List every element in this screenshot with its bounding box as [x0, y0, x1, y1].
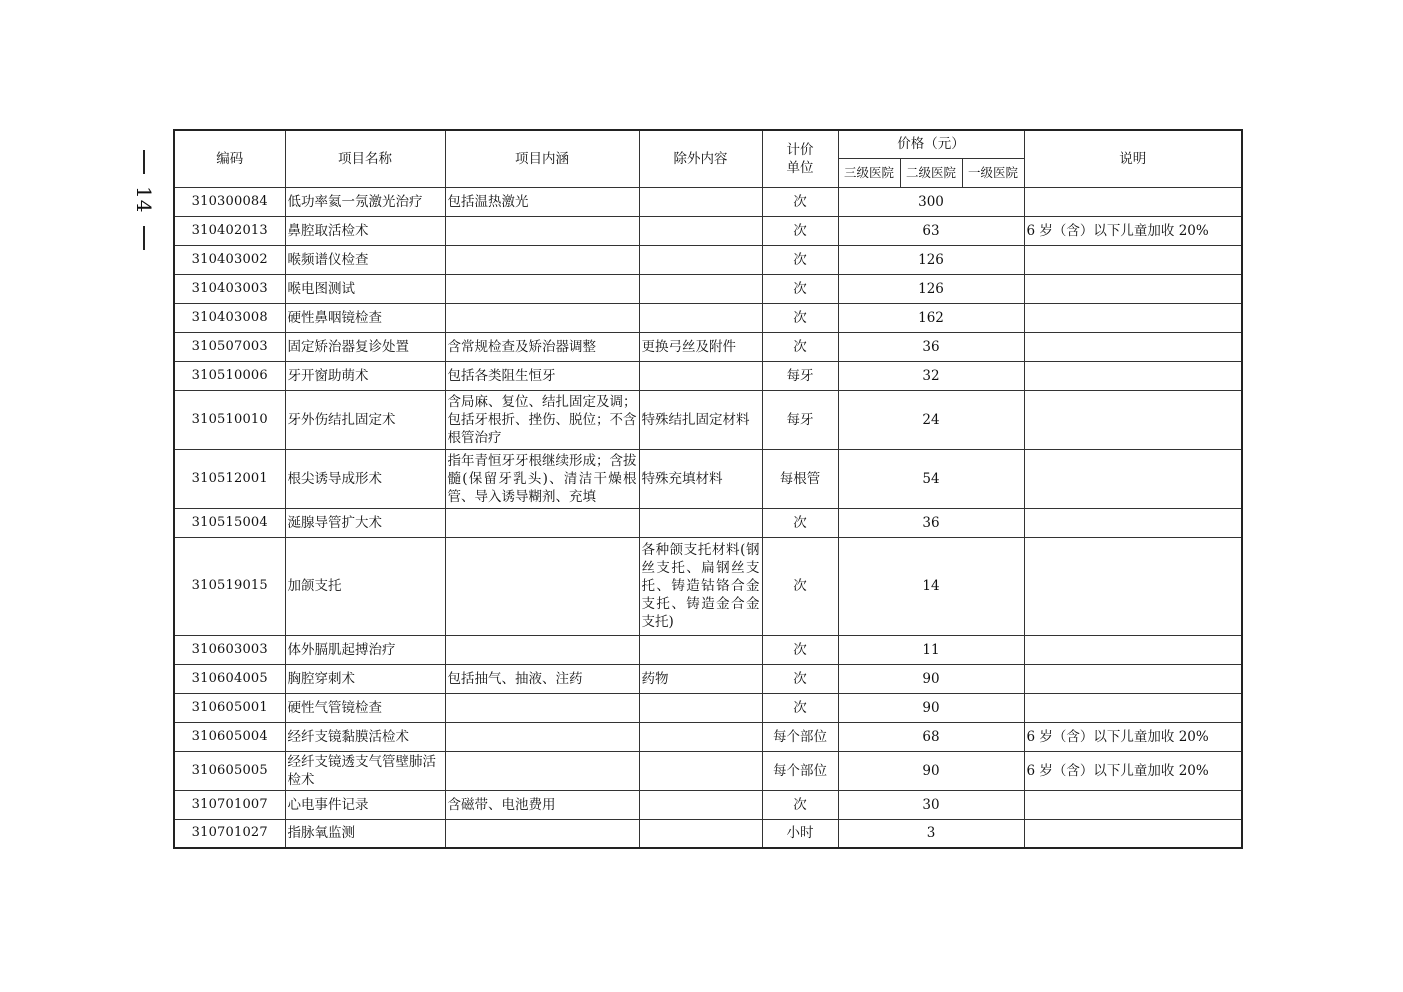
table-row — [174, 635, 1242, 664]
cell-content: 含磁带、电池费用 — [445, 790, 639, 819]
header-excluded: 除外内容 — [639, 130, 762, 187]
cell-price: 90 — [838, 693, 1024, 722]
cell-note — [1024, 274, 1242, 303]
header-note: 说明 — [1024, 130, 1242, 187]
cell-excluded — [639, 693, 762, 722]
header-name: 项目名称 — [285, 130, 445, 187]
cell-unit: 每牙 — [762, 390, 838, 449]
cell-note — [1024, 332, 1242, 361]
table-row — [174, 693, 1242, 722]
table-row — [174, 274, 1242, 303]
cell-content — [445, 635, 639, 664]
table-row — [174, 819, 1242, 848]
cell-content: 含局麻、复位、结扎固定及调；包括牙根折、挫伤、脱位；不含根管治疗 — [445, 390, 639, 449]
cell-excluded — [639, 303, 762, 332]
cell-code: 310402013 — [174, 216, 285, 245]
table-row — [174, 332, 1242, 361]
cell-price: 14 — [838, 537, 1024, 635]
cell-unit: 次 — [762, 508, 838, 537]
cell-name: 硬性鼻咽镜检查 — [285, 303, 445, 332]
cell-price: 36 — [838, 332, 1024, 361]
cell-excluded: 各种颌支托材料(钢丝支托、扁钢丝支托、铸造钴铬合金支托、铸造金合金支托) — [639, 537, 762, 635]
cell-note — [1024, 303, 1242, 332]
header-price-level-2: 二级医院 — [900, 158, 962, 187]
cell-name: 固定矫治器复诊处置 — [285, 332, 445, 361]
cell-excluded — [639, 245, 762, 274]
cell-code: 310515004 — [174, 508, 285, 537]
cell-note: 6 岁（含）以下儿童加收 20% — [1024, 722, 1242, 751]
table-row — [174, 216, 1242, 245]
cell-excluded — [639, 790, 762, 819]
cell-excluded — [639, 819, 762, 848]
cell-price: 24 — [838, 390, 1024, 449]
cell-code: 310510010 — [174, 390, 285, 449]
cell-content — [445, 508, 639, 537]
header-unit: 计价单位 — [762, 130, 838, 187]
table-row — [174, 303, 1242, 332]
cell-name: 牙外伤结扎固定术 — [285, 390, 445, 449]
cell-content: 指年青恒牙牙根继续形成；含拔髓(保留牙乳头)、清洁干燥根管、导入诱导糊剂、充填 — [445, 449, 639, 508]
header-code: 编码 — [174, 130, 285, 187]
cell-unit: 次 — [762, 693, 838, 722]
table-row — [174, 245, 1242, 274]
cell-unit: 小时 — [762, 819, 838, 848]
cell-name: 根尖诱导成形术 — [285, 449, 445, 508]
cell-content — [445, 245, 639, 274]
fee-table — [173, 129, 1243, 849]
cell-unit: 次 — [762, 790, 838, 819]
cell-content — [445, 274, 639, 303]
cell-excluded: 更换弓丝及附件 — [639, 332, 762, 361]
cell-code: 310403002 — [174, 245, 285, 274]
cell-note: 6 岁（含）以下儿童加收 20% — [1024, 751, 1242, 790]
cell-name: 加颌支托 — [285, 537, 445, 635]
cell-code: 310403008 — [174, 303, 285, 332]
header-content: 项目内涵 — [445, 130, 639, 187]
cell-code: 310605001 — [174, 693, 285, 722]
table-row — [174, 790, 1242, 819]
cell-name: 牙开窗助萌术 — [285, 361, 445, 390]
cell-content: 包括各类阻生恒牙 — [445, 361, 639, 390]
cell-excluded: 特殊结扎固定材料 — [639, 390, 762, 449]
table-row — [174, 361, 1242, 390]
table-row — [174, 187, 1242, 216]
cell-excluded — [639, 274, 762, 303]
cell-code: 310605004 — [174, 722, 285, 751]
cell-content — [445, 303, 639, 332]
cell-name: 喉频谱仪检查 — [285, 245, 445, 274]
cell-content: 含常规检查及矫治器调整 — [445, 332, 639, 361]
cell-note — [1024, 390, 1242, 449]
cell-excluded — [639, 216, 762, 245]
cell-unit: 次 — [762, 664, 838, 693]
cell-note — [1024, 819, 1242, 848]
cell-note — [1024, 537, 1242, 635]
cell-note — [1024, 635, 1242, 664]
cell-price: 11 — [838, 635, 1024, 664]
cell-code: 310510006 — [174, 361, 285, 390]
cell-name: 心电事件记录 — [285, 790, 445, 819]
cell-code: 310603003 — [174, 635, 285, 664]
cell-price: 90 — [838, 664, 1024, 693]
cell-excluded — [639, 635, 762, 664]
cell-content — [445, 751, 639, 790]
cell-price: 30 — [838, 790, 1024, 819]
cell-price: 36 — [838, 508, 1024, 537]
cell-name: 胸腔穿刺术 — [285, 664, 445, 693]
cell-name: 指脉氧监测 — [285, 819, 445, 848]
cell-code: 310507003 — [174, 332, 285, 361]
cell-excluded — [639, 722, 762, 751]
cell-name: 经纤支镜黏膜活检术 — [285, 722, 445, 751]
cell-price: 54 — [838, 449, 1024, 508]
cell-content: 包括抽气、抽液、注药 — [445, 664, 639, 693]
cell-unit: 每个部位 — [762, 751, 838, 790]
cell-price: 63 — [838, 216, 1024, 245]
cell-unit: 每牙 — [762, 361, 838, 390]
cell-note: 6 岁（含）以下儿童加收 20% — [1024, 216, 1242, 245]
cell-price: 68 — [838, 722, 1024, 751]
cell-note — [1024, 790, 1242, 819]
header-price-level-1: 三级医院 — [838, 158, 900, 187]
cell-note — [1024, 245, 1242, 274]
cell-note — [1024, 664, 1242, 693]
cell-name: 体外膈肌起搏治疗 — [285, 635, 445, 664]
cell-code: 310701027 — [174, 819, 285, 848]
cell-code: 310604005 — [174, 664, 285, 693]
cell-name: 鼻腔取活检术 — [285, 216, 445, 245]
cell-name: 经纤支镜透支气管壁肺活检术 — [285, 751, 445, 790]
cell-note — [1024, 449, 1242, 508]
cell-price: 162 — [838, 303, 1024, 332]
cell-excluded — [639, 361, 762, 390]
table-row — [174, 537, 1242, 635]
cell-unit: 次 — [762, 332, 838, 361]
cell-unit: 每根管 — [762, 449, 838, 508]
cell-note — [1024, 693, 1242, 722]
header-price-level-3: 一级医院 — [962, 158, 1024, 187]
page-number-text: 14 — [132, 186, 156, 214]
cell-code: 310605005 — [174, 751, 285, 790]
cell-excluded: 药物 — [639, 664, 762, 693]
cell-price: 126 — [838, 245, 1024, 274]
cell-note — [1024, 361, 1242, 390]
cell-price: 32 — [838, 361, 1024, 390]
table-row — [174, 751, 1242, 790]
cell-unit: 次 — [762, 635, 838, 664]
table-row — [174, 722, 1242, 751]
cell-content — [445, 722, 639, 751]
table-row — [174, 664, 1242, 693]
cell-content: 包括温热激光 — [445, 187, 639, 216]
cell-unit: 次 — [762, 274, 838, 303]
cell-price: 300 — [838, 187, 1024, 216]
cell-content — [445, 693, 639, 722]
cell-name: 硬性气管镜检查 — [285, 693, 445, 722]
cell-code: 310701007 — [174, 790, 285, 819]
cell-content — [445, 537, 639, 635]
cell-code: 310403003 — [174, 274, 285, 303]
cell-unit: 次 — [762, 245, 838, 274]
cell-excluded — [639, 187, 762, 216]
cell-code: 310300084 — [174, 187, 285, 216]
table-row — [174, 390, 1242, 449]
cell-code: 310519015 — [174, 537, 285, 635]
cell-name: 涎腺导管扩大术 — [285, 508, 445, 537]
header-price: 价格（元） — [838, 130, 1024, 158]
cell-price: 3 — [838, 819, 1024, 848]
cell-content — [445, 216, 639, 245]
cell-excluded — [639, 508, 762, 537]
page-number-dash-top — [143, 150, 145, 174]
cell-note — [1024, 508, 1242, 537]
cell-excluded — [639, 751, 762, 790]
page-number — [131, 150, 157, 250]
cell-excluded: 特殊充填材料 — [639, 449, 762, 508]
cell-unit: 每个部位 — [762, 722, 838, 751]
cell-unit: 次 — [762, 303, 838, 332]
cell-name: 喉电图测试 — [285, 274, 445, 303]
table-row — [174, 449, 1242, 508]
cell-price: 90 — [838, 751, 1024, 790]
table-row — [174, 508, 1242, 537]
cell-name: 低功率氦一氖激光治疗 — [285, 187, 445, 216]
cell-unit: 次 — [762, 187, 838, 216]
cell-unit: 次 — [762, 537, 838, 635]
cell-unit: 次 — [762, 216, 838, 245]
cell-code: 310512001 — [174, 449, 285, 508]
cell-price: 126 — [838, 274, 1024, 303]
cell-content — [445, 819, 639, 848]
cell-note — [1024, 187, 1242, 216]
page-number-dash-bottom — [143, 226, 145, 250]
